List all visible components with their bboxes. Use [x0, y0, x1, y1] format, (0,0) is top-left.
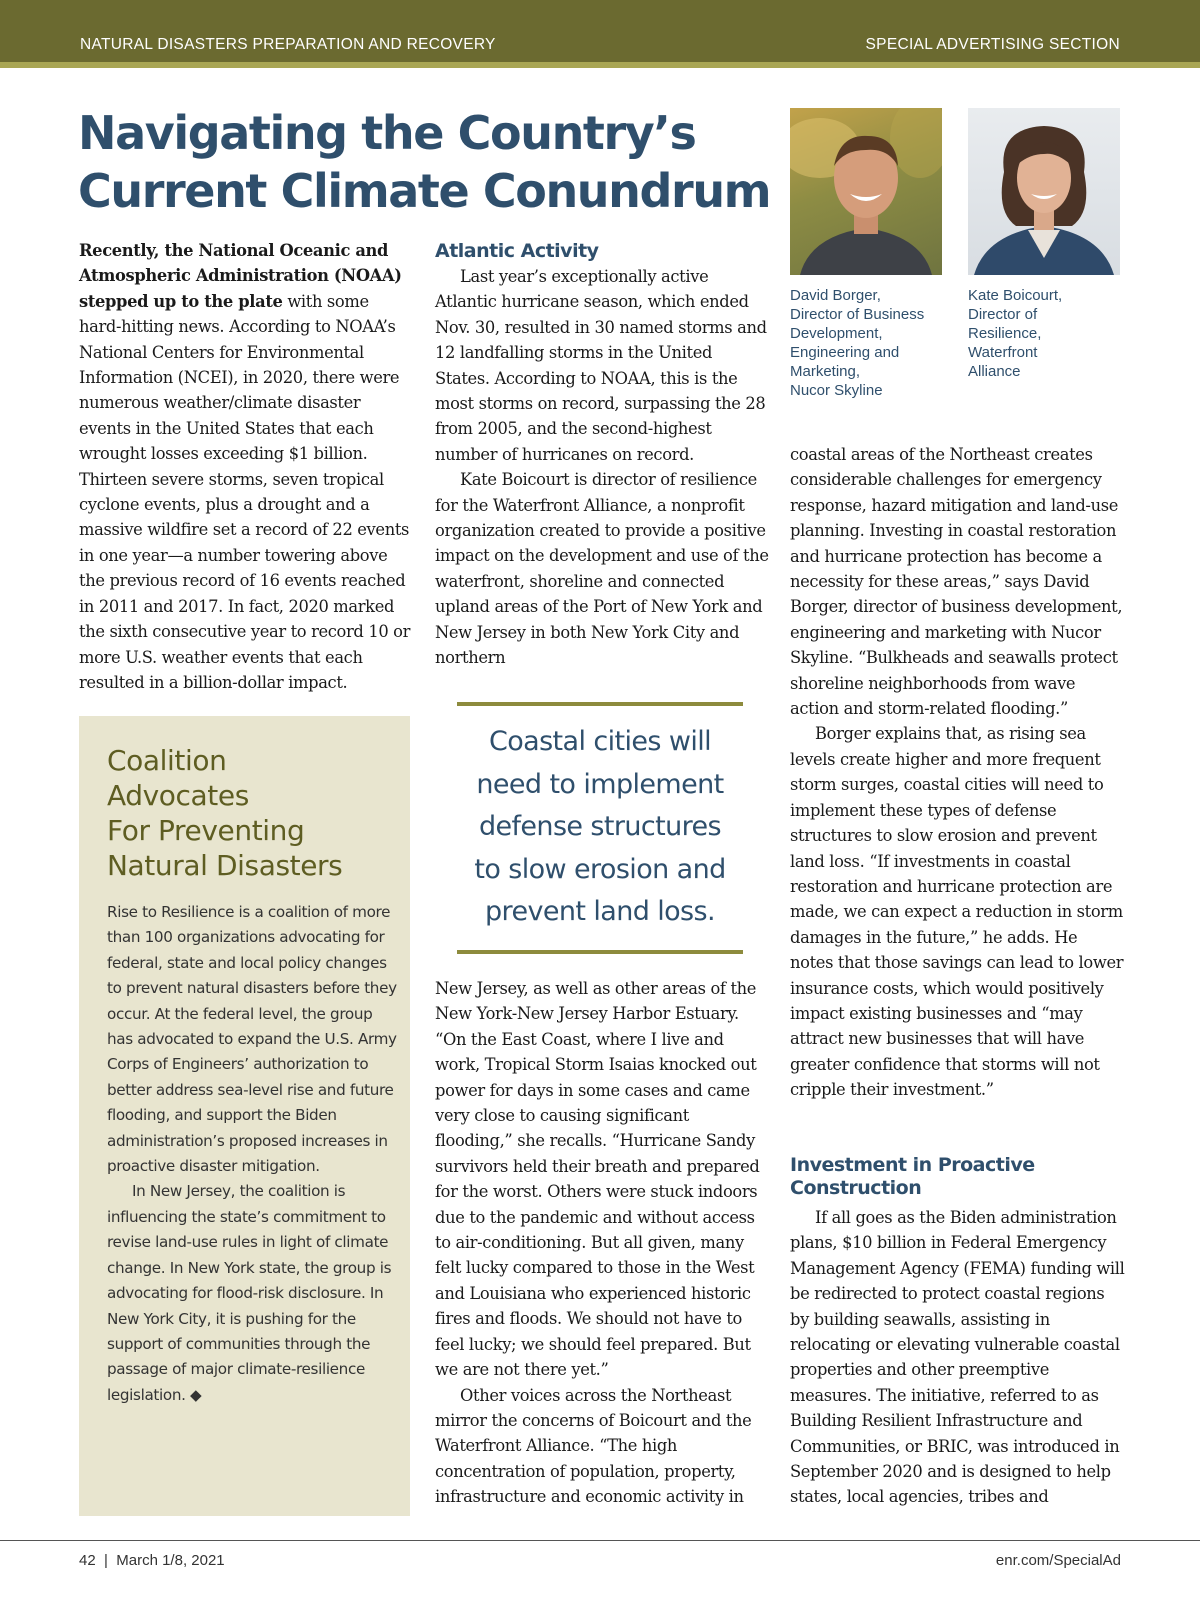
page-number-date: 42 | March 1/8, 2021: [79, 1552, 225, 1569]
kate-boicourt-photo: [968, 108, 1120, 275]
caption-line: Engineering and: [790, 344, 900, 361]
david-borger-photo: [790, 108, 942, 275]
pull-quote-line: prevent land loss.: [485, 896, 715, 927]
sidebar-paragraph: Rise to Resilience is a coalition of more than 100 organizations advocating for federal, state and local policy changes to prevent natural disasters before they occur. At the federal level, the group has advocated to expand the U.S. Army Corps of Engineers’ authorization to better address sea-level rise and future flooding, and support the Biden administration’s proposed increases in proactive disaster mitigation.: [107, 903, 397, 1176]
body-paragraph: Last year’s exceptionally active Atlantic hurricane season, which ended Nov. 30, resulted in 30 named storms and 12 landfalling storms in the United States. According to NOAA, this is the most storms on record, surpassing the 28 from 2005, and the second-highest number of hurricanes on record.: [435, 267, 767, 464]
atlantic-activity-heading: Atlantic Activity: [435, 240, 599, 262]
sidebar-paragraph: In New Jersey, the coalition is influencing the state’s commitment to revise land-use rules in light of climate change. In New York state, the group is advocating for flood-risk disclosure. In New York City, it is pushing for the support of communities through the passage of major climate-resilience legislation. ◆: [107, 1182, 392, 1404]
body-paragraph: coastal areas of the Northeast creates considerable challenges for emergency response, hazard mitigation and land-use planning. Investing in coastal restoration and hurricane protection has become a necessity for these areas,” says David Borger, director of business development, engineering and marketing with Nucor Skyline. “Bulkheads and seawalls protect shoreline neighborhoods from wave action and storm-related flooding.”: [790, 445, 1123, 719]
caption-line: Waterfront: [968, 344, 1038, 361]
sidebar-title: [107, 743, 342, 883]
caption-line: Marketing,: [790, 363, 861, 380]
pull-quote-rule-top: [457, 702, 743, 706]
sidebar-title-line: Coalition: [107, 744, 227, 777]
caption-line: Resilience,: [968, 325, 1042, 342]
title-line: Current Climate Conundrum: [78, 164, 771, 218]
body-paragraph: If all goes as the Biden administration plans, $10 billion in Federal Emergency Management Agency (FEMA) funding will be redirected to protect coastal regions by building seawalls, assisting in relocating or elevating vulnerable coastal properties and other preemptive measures. The initiative, referred to as Building Resilient Infrastructure and Communities, or BRIC, was introduced in September 2020 and is designed to help states, local agencies, tribes and: [790, 1208, 1125, 1507]
pull-quote-line: defense structures: [478, 811, 722, 842]
caption-line: Nucor Skyline: [790, 382, 883, 399]
sidebar-box: [79, 716, 410, 1516]
column-3-top: [790, 442, 1125, 1103]
caption-line: David Borger,: [790, 287, 881, 304]
lead-bold: Recently, the National Oceanic and Atmospheric Administration (NOAA) stepped up to the plate: [79, 241, 402, 311]
section-label: NATURAL DISASTERS PREPARATION AND RECOVERY: [80, 36, 496, 53]
caption-line: Kate Boicourt,: [968, 287, 1063, 304]
column-2-bottom: [435, 976, 770, 1510]
body-paragraph: Other voices across the Northeast mirror the concerns of Boicourt and the Waterfront Alliance. “The high concentration of population, property, infrastructure and economic activity in: [435, 1385, 752, 1507]
kate-boicourt-caption: [968, 286, 1128, 381]
pull-quote-line: to slow erosion and: [474, 853, 726, 885]
investment-heading: Investment in Proactive Construction: [790, 1154, 1035, 1199]
body-paragraph: Kate Boicourt is director of resilience for the Waterfront Alliance, a nonprofit organization created to provide a positive impact on the development and use of the waterfront, shoreline and connected upland areas of the Port of New York and New Jersey in both New York City and northern: [435, 470, 769, 668]
column-3-bottom: [790, 1205, 1125, 1510]
pull-quote-rule-bottom: [457, 950, 743, 954]
advertising-label: SPECIAL ADVERTISING SECTION: [865, 36, 1120, 53]
header-stripe: [0, 62, 1200, 68]
body-paragraph: New Jersey, as well as other areas of the New York-New Jersey Harbor Estuary. “On the East Coast, where I live and work, Tropical Storm Isaias knocked out power for days in some cases and came very close to causing significant flooding,” she recalls. “Hurricane Sandy survivors held their breath and prepared for the worst. Others were stuck indoors due to the pandemic and without access to air-conditioning. But all given, many felt lucky compared to those in the West and Louisiana who experienced historic fires and floods. We should not have to feel lucky; we should feel prepared. But we are not there yet.”: [435, 979, 760, 1380]
david-borger-caption: [790, 286, 950, 400]
sidebar-title-line: For Preventing: [107, 814, 305, 847]
pull-quote-line: need to implement: [476, 768, 724, 800]
article-title: [78, 104, 778, 220]
sidebar-body: [107, 900, 397, 1408]
sidebar-title-line: Advocates: [107, 779, 249, 812]
caption-line: Director of: [968, 306, 1038, 323]
body-paragraph: Borger explains that, as rising sea levels create higher and more frequent storm surges, coastal cities will need to implement these types of defense structures to slow erosion and prevent land loss. “If investments in coastal restoration and hurricane protection are made, we can expect a reduction in storm damages in the future,” he adds. He notes that those savings can lead to lower insurance costs, which would positively impact existing businesses and “may attract new businesses that will have greater confidence that storms will not cripple their investment.”: [790, 724, 1124, 1100]
column-2-top: [435, 264, 770, 671]
pull-quote-line: Coastal cities will: [488, 726, 712, 757]
caption-line: Development,: [790, 325, 883, 342]
column-1: [79, 238, 414, 695]
pull-quote: [435, 721, 765, 934]
lead-paragraph: [79, 238, 414, 695]
footer-url: enr.com/SpecialAd: [995, 1552, 1121, 1569]
footer-rule: [0, 1540, 1200, 1541]
caption-line: Director of Business: [790, 306, 925, 323]
sidebar-title-line: Natural Disasters: [107, 849, 343, 882]
title-line: Navigating the Country’s: [78, 106, 696, 160]
lead-text: with some hard-hitting news. According to NOAA’s National Centers for Environmental Information (NCEI), in 2020, there were numerous weather/climate disaster events in the United States that each wrought losses exceeding $1 billion. Thirteen severe storms, seven tropical cyclone events, plus a drought and a massive wildfire set a record of 22 events in one year—a number towering above the previous record of 16 events reached in 2011 and 2017. In fact, 2020 marked the sixth consecutive year to record 10 or more U.S. weather events that each resulted in a billion-dollar impact.: [79, 291, 411, 692]
caption-line: Alliance: [968, 363, 1021, 380]
